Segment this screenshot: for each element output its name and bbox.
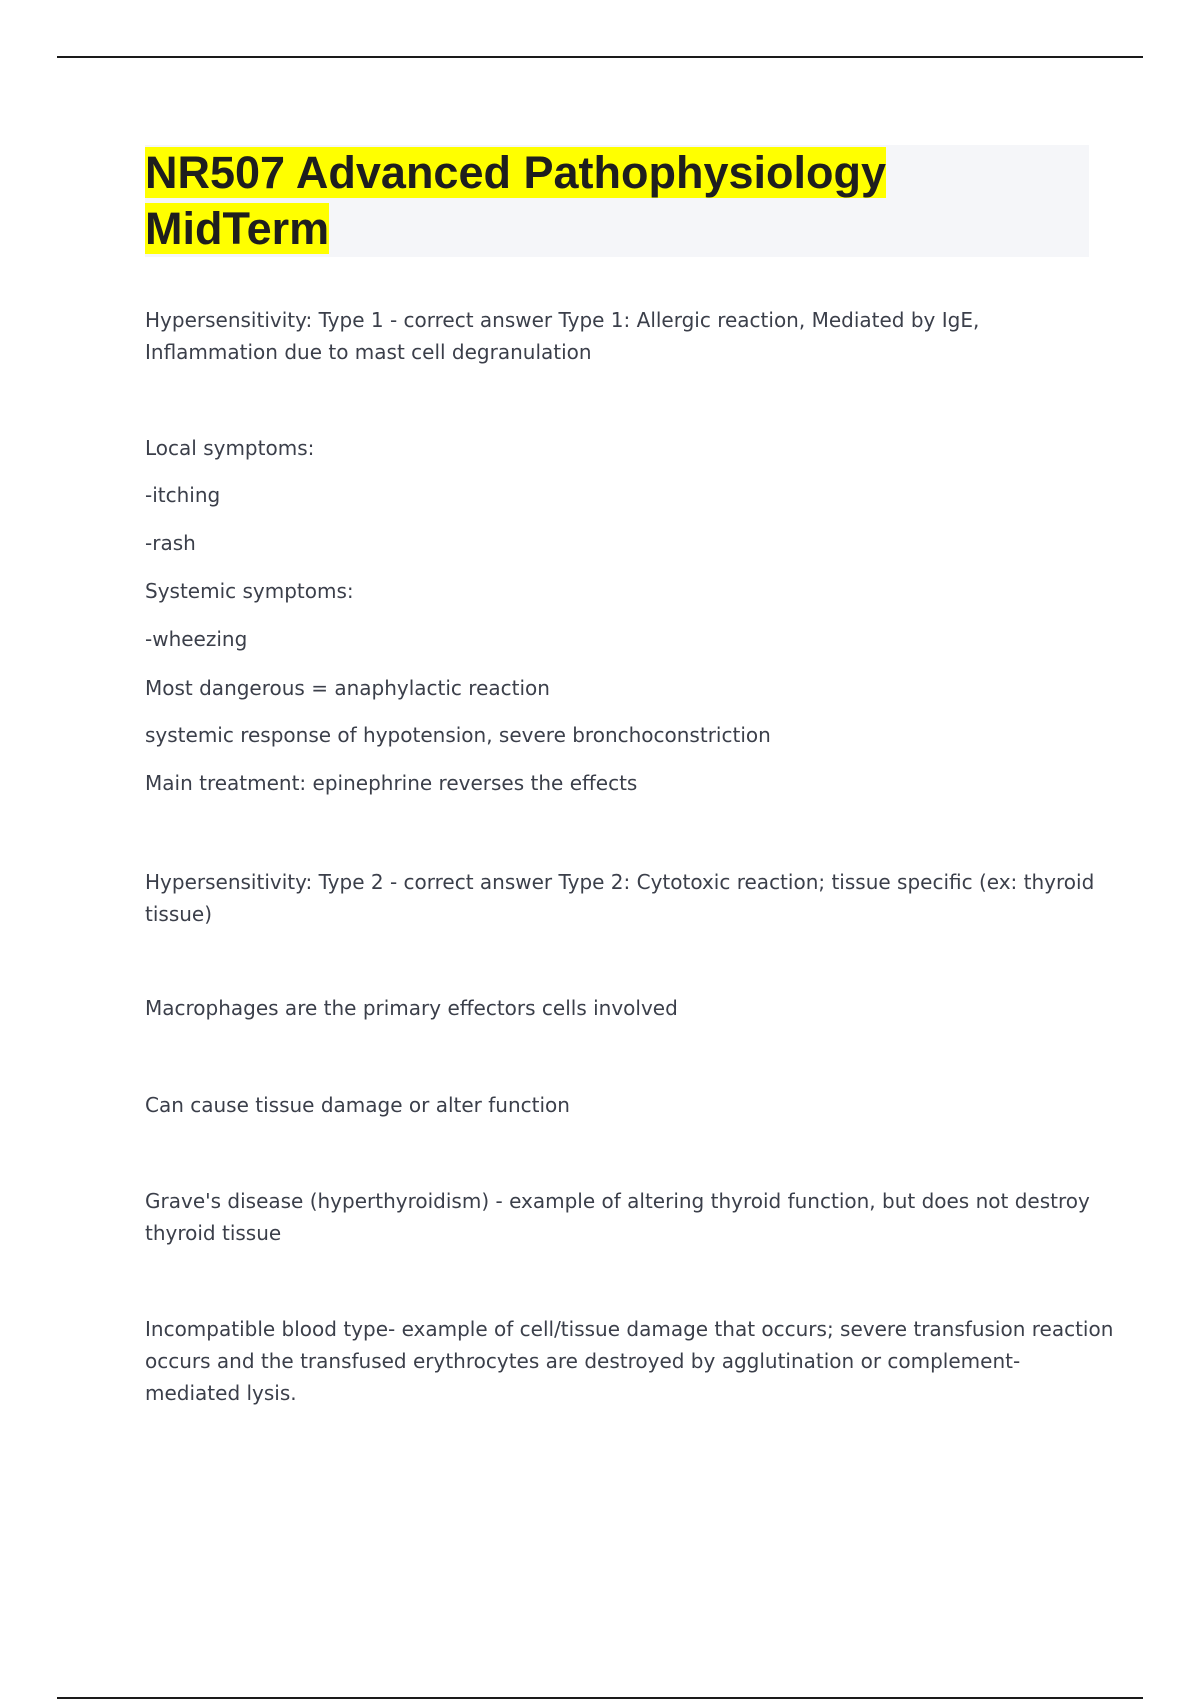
paragraph-line: -rash (145, 531, 196, 555)
paragraph-line: Most dangerous = anaphylactic reaction (145, 676, 550, 700)
paragraph-line: -wheezing (145, 627, 248, 651)
paragraph-line: Hypersensitivity: Type 2 - correct answer Type 2: Cytotoxic reaction; tissue specific (ex: thyroid (145, 870, 1095, 894)
paragraph-line: Incompatible blood type- example of cell/tissue damage that occurs; severe transfusion reaction (145, 1317, 1114, 1341)
document-title (145, 145, 1089, 257)
paragraph-line: occurs and the transfused erythrocytes are destroyed by agglutination or complement- (145, 1349, 1021, 1373)
paragraph-line: Can cause tissue damage or alter function (145, 1093, 570, 1117)
paragraph-line: Main treatment: epinephrine reverses the effects (145, 771, 638, 795)
title-line-1: NR507 Advanced Pathophysiology (145, 147, 887, 198)
paragraph-line: Inflammation due to mast cell degranulation (145, 340, 592, 364)
paragraph-line: mediated lysis. (145, 1381, 297, 1405)
paragraph-line: Hypersensitivity: Type 1 - correct answer Type 1: Allergic reaction, Mediated by IgE, (145, 308, 980, 332)
paragraph-line: Systemic symptoms: (145, 579, 354, 603)
title-block (145, 145, 1089, 257)
top-rule (57, 56, 1143, 58)
paragraph-line: systemic response of hypotension, severe bronchoconstriction (145, 723, 771, 747)
paragraph-line: -itching (145, 483, 221, 507)
paragraph-line: Macrophages are the primary effectors cells involved (145, 996, 678, 1020)
paragraph-line: tissue) (145, 902, 213, 926)
title-line-2: MidTerm (145, 203, 330, 254)
paragraph-line: Grave's disease (hyperthyroidism) - example of altering thyroid function, but does not destroy (145, 1189, 1090, 1213)
paragraph-line: Local symptoms: (145, 436, 315, 460)
bottom-rule (57, 1697, 1143, 1699)
paragraph-line: thyroid tissue (145, 1221, 282, 1245)
